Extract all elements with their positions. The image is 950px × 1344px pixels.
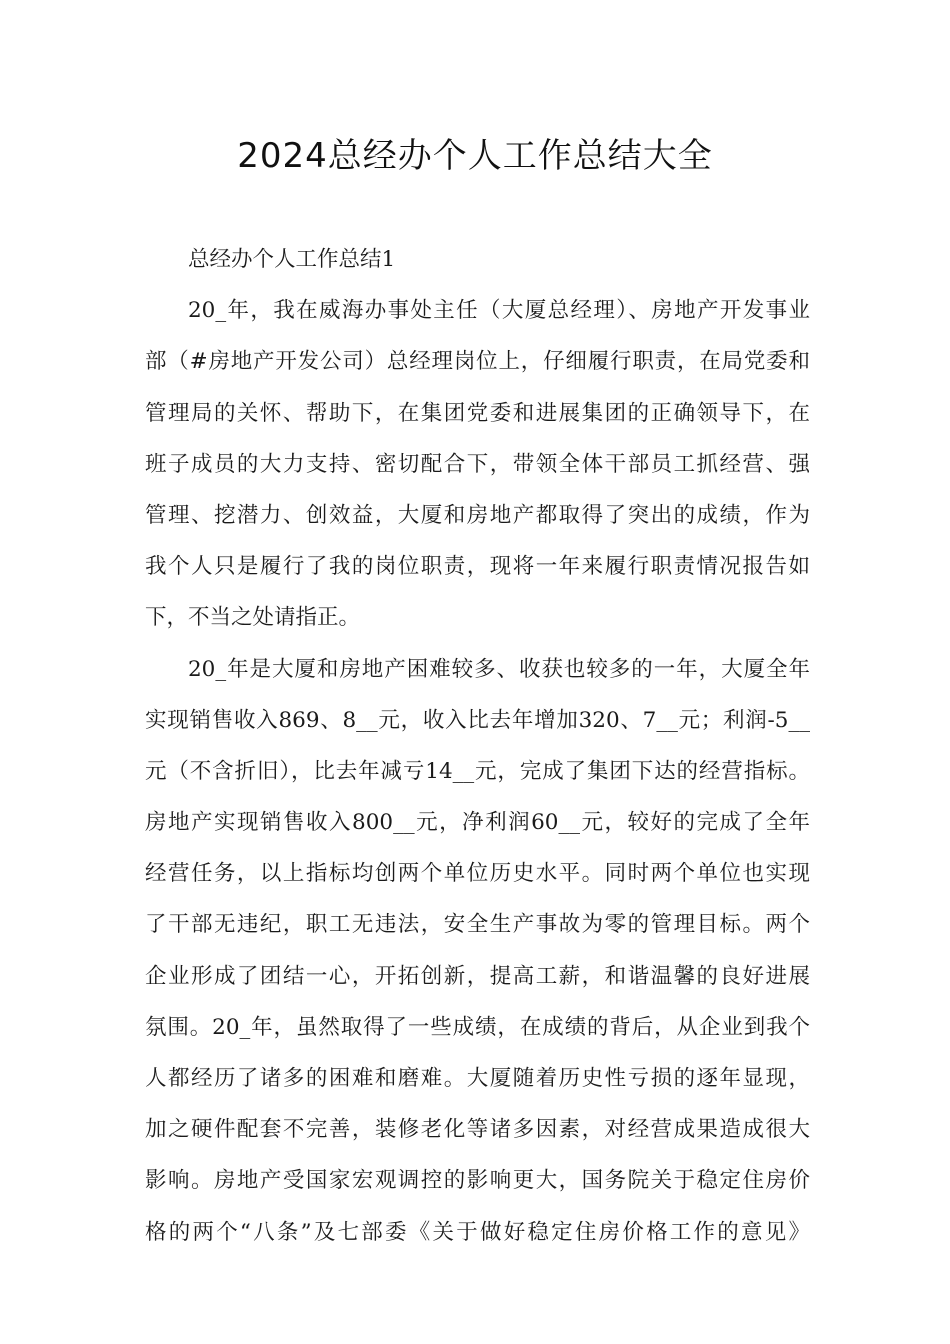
- document-body: [145, 234, 810, 1258]
- paragraph-line: 元（不含折旧），比去年减亏14__元，完成了集团下达的经营指标。: [145, 758, 810, 784]
- paragraph-line: 管理局的关怀、帮助下，在集团党委和进展集团的正确领导下，在: [145, 400, 810, 426]
- paragraph-line: 班子成员的大力支持、密切配合下，带领全体干部员工抓经营、强: [145, 451, 810, 477]
- paragraph-line: 加之硬件配套不完善，装修老化等诸多因素，对经营成果造成很大: [145, 1117, 810, 1143]
- paragraph-line: 影响。房地产受国家宏观调控的影响更大，国务院关于稳定住房价: [145, 1168, 810, 1194]
- paragraph-line: 下，不当之处请指正。: [145, 605, 361, 631]
- paragraph-line: 我个人只是履行了我的岗位职责，现将一年来履行职责情况报告如: [145, 554, 810, 580]
- paragraph-line: 经营任务，以上指标均创两个单位历史水平。同时两个单位也实现: [145, 861, 810, 887]
- paragraph-line: 房地产实现销售收入800__元，净利润60__元，较好的完成了全年: [145, 810, 810, 836]
- paragraph-line: 企业形成了团结一心，开拓创新，提高工薪，和谐温馨的良好进展: [145, 963, 810, 989]
- paragraph-line: 了干部无违纪，职工无违法，安全生产事故为零的管理目标。两个: [145, 912, 810, 938]
- paragraph-line: 人都经历了诸多的困难和磨难。大厦随着历史性亏损的逐年显现，: [145, 1066, 810, 1091]
- section-heading: 总经办个人工作总结1: [188, 247, 396, 272]
- paragraph-line: 氛围。20_年，虽然取得了一些成绩，在成绩的背后，从企业到我个: [145, 1014, 810, 1040]
- document-title: 2024总经办个人工作总结大全: [237, 136, 713, 176]
- paragraph-line: 实现销售收入869、8__元，收入比去年增加320、7__元；利润-5__: [145, 707, 810, 733]
- paragraph-line: 20_年，我在威海办事处主任（大厦总经理）、房地产开发事业: [188, 298, 810, 324]
- paragraph-line: 部（#房地产开发公司）总经理岗位上，仔细履行职责，在局党委和: [145, 349, 810, 375]
- paragraph-line: 20_年是大厦和房地产困难较多、收获也较多的一年，大厦全年: [188, 656, 810, 682]
- paragraph-line: 格的两个“八条”及七部委《关于做好稳定住房价格工作的意见》: [145, 1219, 810, 1245]
- paragraph-line: 管理、挖潜力、创效益，大厦和房地产都取得了突出的成绩，作为: [145, 502, 810, 528]
